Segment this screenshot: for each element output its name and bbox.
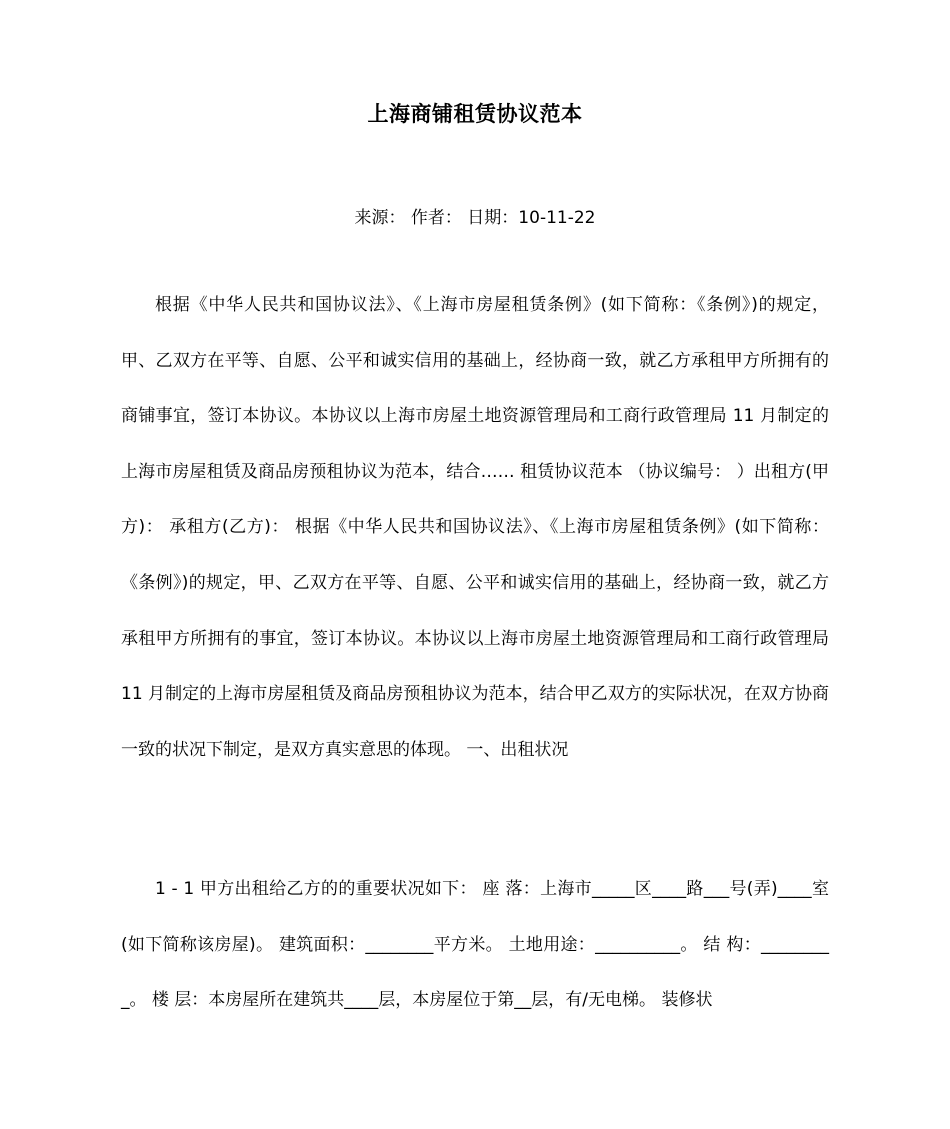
paragraph-intro: 根据《中华人民共和国协议法》、《上海市房屋租赁条例》(如下简称：《条例》)的规定，甲、乙双方在平等、自愿、公平和诚实信用的基础上，经协商一致，就乙方承租甲方所拥有的商铺事宜，签订本协议。本协议以上海市房屋土地资源管理局和工商行政管理局 11 月制定的上海市房屋租赁及商品房预租协议为范本，结合…… 租赁协议范本 （协议编号： ）出租方(甲方)： 承租方(乙方)： 根据《中华人民共和国协议法》、《上海市房屋租赁条例》(如下简称：《条例》)的规定，甲、乙双方在平等、自愿、公平和诚实信用的基础上，经协商一致，就乙方承租甲方所拥有的事宜，签订本协议。本协议以上海市房屋土地资源管理局和工商行政管理局 11 月制定的上海市房屋租赁及商品房预租协议为范本，结合甲乙双方的实际状况，在双方协商一致的状况下制定，是双方真实意思的体现。 一、出租状况 — [121, 295, 829, 760]
paragraph-clause-1-1: 1 - 1 甲方出租给乙方的的重要状况如下： 座 落：上海市_____区____路___号(弄)____室(如下简称该房屋)。 建筑面积：________平方米。 土地用途：__________。 结 构：_________。 楼 层：本房屋所在建筑共____层，本房屋位于第__层，有/无电梯。 装修状 — [121, 879, 829, 1011]
document-meta: 来源： 作者： 日期：10-11-22 — [354, 208, 596, 228]
document-title: 上海商铺租赁协议范本 — [367, 102, 583, 126]
